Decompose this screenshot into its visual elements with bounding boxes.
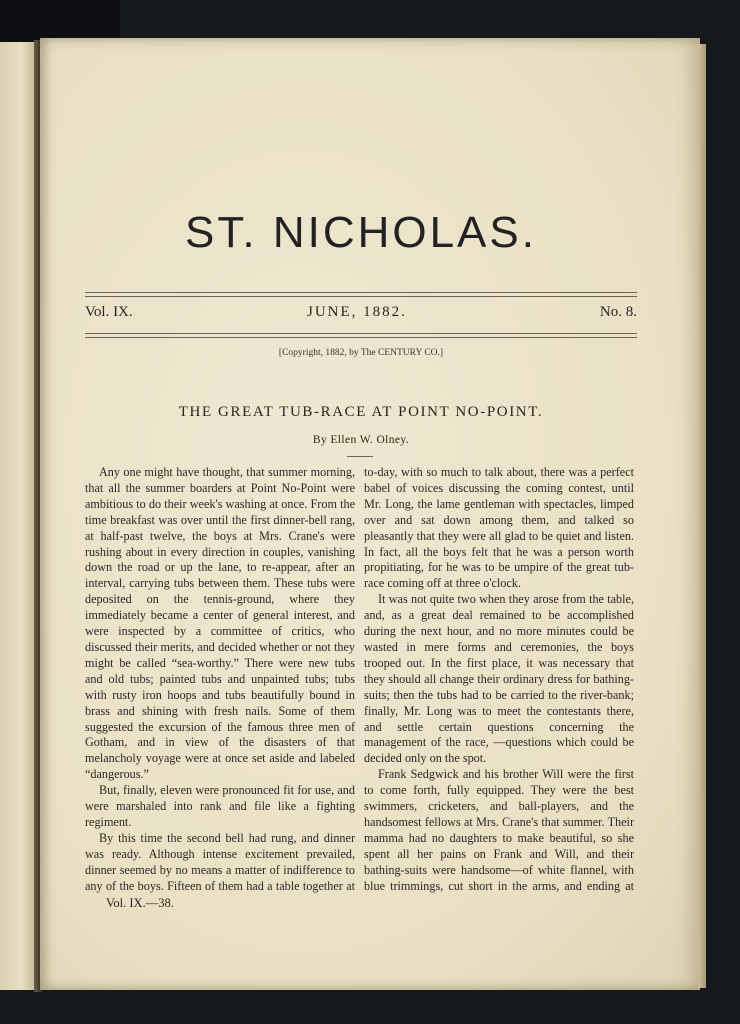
- magazine-title: ST. NICHOLAS.: [185, 208, 537, 257]
- masthead-rule-bottom-double: [85, 337, 637, 338]
- article-byline: By Ellen W. Olney.: [312, 434, 410, 446]
- masthead-rule-bottom: [85, 333, 637, 334]
- issue-info-row: [85, 304, 637, 326]
- copyright-notice: [Copyright, 1882, by The CENTURY CO.]: [278, 348, 444, 358]
- paragraph: By this time the second bell had rung, and dinner was ready. Although intense excitement prevailed, dinner seemed by no means a matter of indifference to any of the boys. Fifteen of them had a table together at: [85, 830, 355, 893]
- masthead-rule-top: [85, 292, 637, 293]
- issue-date: JUNE, 1882.: [307, 304, 407, 320]
- volume-label: Vol. IX.: [85, 304, 133, 320]
- issue-number: No. 8.: [599, 304, 637, 320]
- paragraph: But, finally, eleven were pronounced fit for use, and were marshaled into rank and file like a fighting regiment.: [85, 783, 355, 829]
- paragraph: It was not quite two when they arose from the table, and, as a great deal remained to be accomplished during the next hour, and no more minutes could be wasted in mere forms and ceremonies, the boys trooped out. In the first place, it was necessary that they should all change their ordinary dress for bathing-suits; then the tubs had to be carried to the river-bank; finally, Mr. Long was to meet the contestants there, and settle certain questions concerning the management of the race, —questions which could be decided only on the spot.: [364, 592, 634, 766]
- paragraph: Any one might have thought, that summer morning, that all the summer boarders at Point No-Point were ambitious to do their week's washing at once. From the time breakfast was over until the first dinner-bell rang, at half-past twelve, the boys at Mrs. Crane's were rushing about in every direction in couples, vanishing down the road or up the lane, to re-appear, after an interval, carrying tubs between them. These tubs were deposited on the tennis-ground, where they immediately became a center of general interest, and were inspected by a committee of critics, who discussed their merits, and decided whether or not they might be called “sea-worthy.” There were new tubs and old tubs; painted tubs and unpainted tubs; tubs with rusty iron hoops and tubs beautifully bound in brass and shining with fresh nails. Some of them suggested the excursion of the famous three men of Gotham, and in view of the disasters of that melancholy voyage were at once set aside and labeled “dangerous.”: [85, 465, 355, 782]
- signature-mark: Vol. IX.—38.: [106, 896, 174, 910]
- byline-divider: [347, 456, 373, 457]
- paragraph: to-day, with so much to talk about, there was a perfect babel of voices discussing the coming contest, until Mr. Long, the lame gentleman with spectacles, limped over and sat down among them, and talked so pleasantly that they were all glad to be quiet and listen. In fact, all the boys felt that he was a person worth propitiating, for he was to be umpire of the great tub-race coming off at three o'clock.: [364, 465, 634, 591]
- paragraph: Frank Sedgwick and his brother Will were the first to come forth, fully equipped. They were the best swimmers, cricketers, and ball-players, and the handsomest fellows at Mrs. Crane's that summer. Their mamma had no daughters to make beautiful, so she spent all her pains on Frank and Will, and their bathing-suits were handsome—of white flannel, with blue trimmings, cut short in the arms, and ending at: [364, 767, 634, 893]
- right-page-edge: [698, 44, 706, 988]
- left-page-edge: [0, 42, 38, 990]
- masthead-rule-top-double: [85, 296, 637, 297]
- article-title: THE GREAT TUB-RACE AT POINT NO-POINT.: [178, 404, 544, 420]
- article-column-left: [85, 465, 355, 895]
- article-column-right: [364, 465, 634, 895]
